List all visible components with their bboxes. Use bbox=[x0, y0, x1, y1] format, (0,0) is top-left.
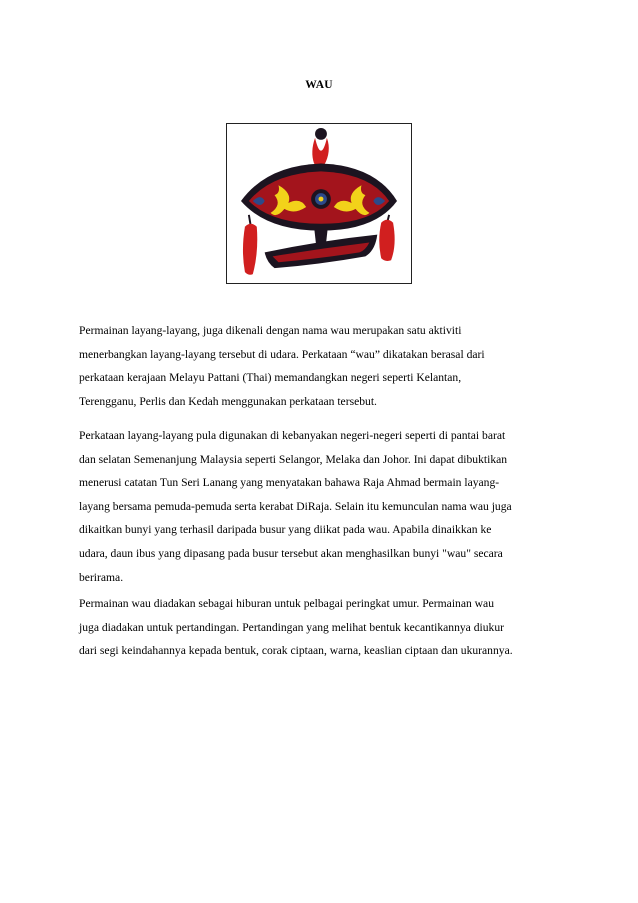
kite-neck bbox=[314, 227, 328, 245]
paragraph-intro bbox=[79, 319, 579, 413]
paragraph-line: Terengganu, Perlis dan Kedah menggunakan perkataan tersebut. bbox=[79, 394, 377, 408]
paragraph-line: Permainan wau diadakan sebagai hiburan untuk pelbagai peringkat umur. Permainan wau bbox=[79, 597, 494, 610]
paragraph-line: menerusi catatan Tun Seri Lanang yang menyatakan bahawa Raja Ahmad bermain layang- bbox=[79, 476, 500, 490]
paragraph-line: layang bersama pemuda-pemuda serta kerabat DiRaja. Selain itu kemunculan nama wau juga bbox=[79, 499, 512, 513]
paragraph-line: dari segi keindahannya kepada bentuk, corak ciptaan, warna, keaslian ciptaan dan ukurannya. bbox=[79, 644, 513, 658]
paragraph-line: juga diadakan untuk pertandingan. Pertandingan yang melihat bentuk kecantikannya diukur bbox=[79, 620, 504, 634]
paragraph-line: udara, daun ibus yang dipasang pada busur tersebut akan menghasilkan bunyi "wau" secara bbox=[79, 546, 503, 560]
kite-center-dot bbox=[319, 197, 324, 202]
kite-head-knot bbox=[315, 128, 327, 140]
paragraph-competition bbox=[79, 592, 579, 663]
paragraph-line: Permainan layang-layang, juga dikenali dengan nama wau merupakan satu aktiviti bbox=[79, 324, 462, 337]
kite-head-tassel bbox=[312, 138, 328, 166]
kite-left-tassel bbox=[243, 224, 257, 275]
paragraph-line: berirama. bbox=[79, 570, 124, 584]
paragraph-line: perkataan kerajaan Melayu Pattani (Thai) memandangkan negeri seperti Kelantan, bbox=[79, 371, 462, 385]
paragraph-line: menerbangkan layang-layang tersebut di udara. Perkataan “wau” dikatakan berasal dari bbox=[79, 347, 485, 361]
paragraph-line: Perkataan layang-layang pula digunakan di kebanyakan negeri-negeri seperti di pantai barat bbox=[79, 429, 506, 442]
document-title: WAU bbox=[305, 79, 333, 91]
paragraph-line: dikaitkan bunyi yang terhasil daripada busur yang diikat pada wau. Apabila dinaikkan ke bbox=[79, 523, 492, 537]
paragraph-history bbox=[79, 424, 579, 589]
wau-kite-image bbox=[226, 123, 412, 284]
paragraph-line: dan selatan Semenanjung Malaysia seperti Selangor, Melaka dan Johor. Ini dapat dibuktikan bbox=[79, 452, 508, 466]
kite-right-tassel bbox=[379, 220, 394, 261]
wau-kite-illustration bbox=[227, 124, 411, 283]
